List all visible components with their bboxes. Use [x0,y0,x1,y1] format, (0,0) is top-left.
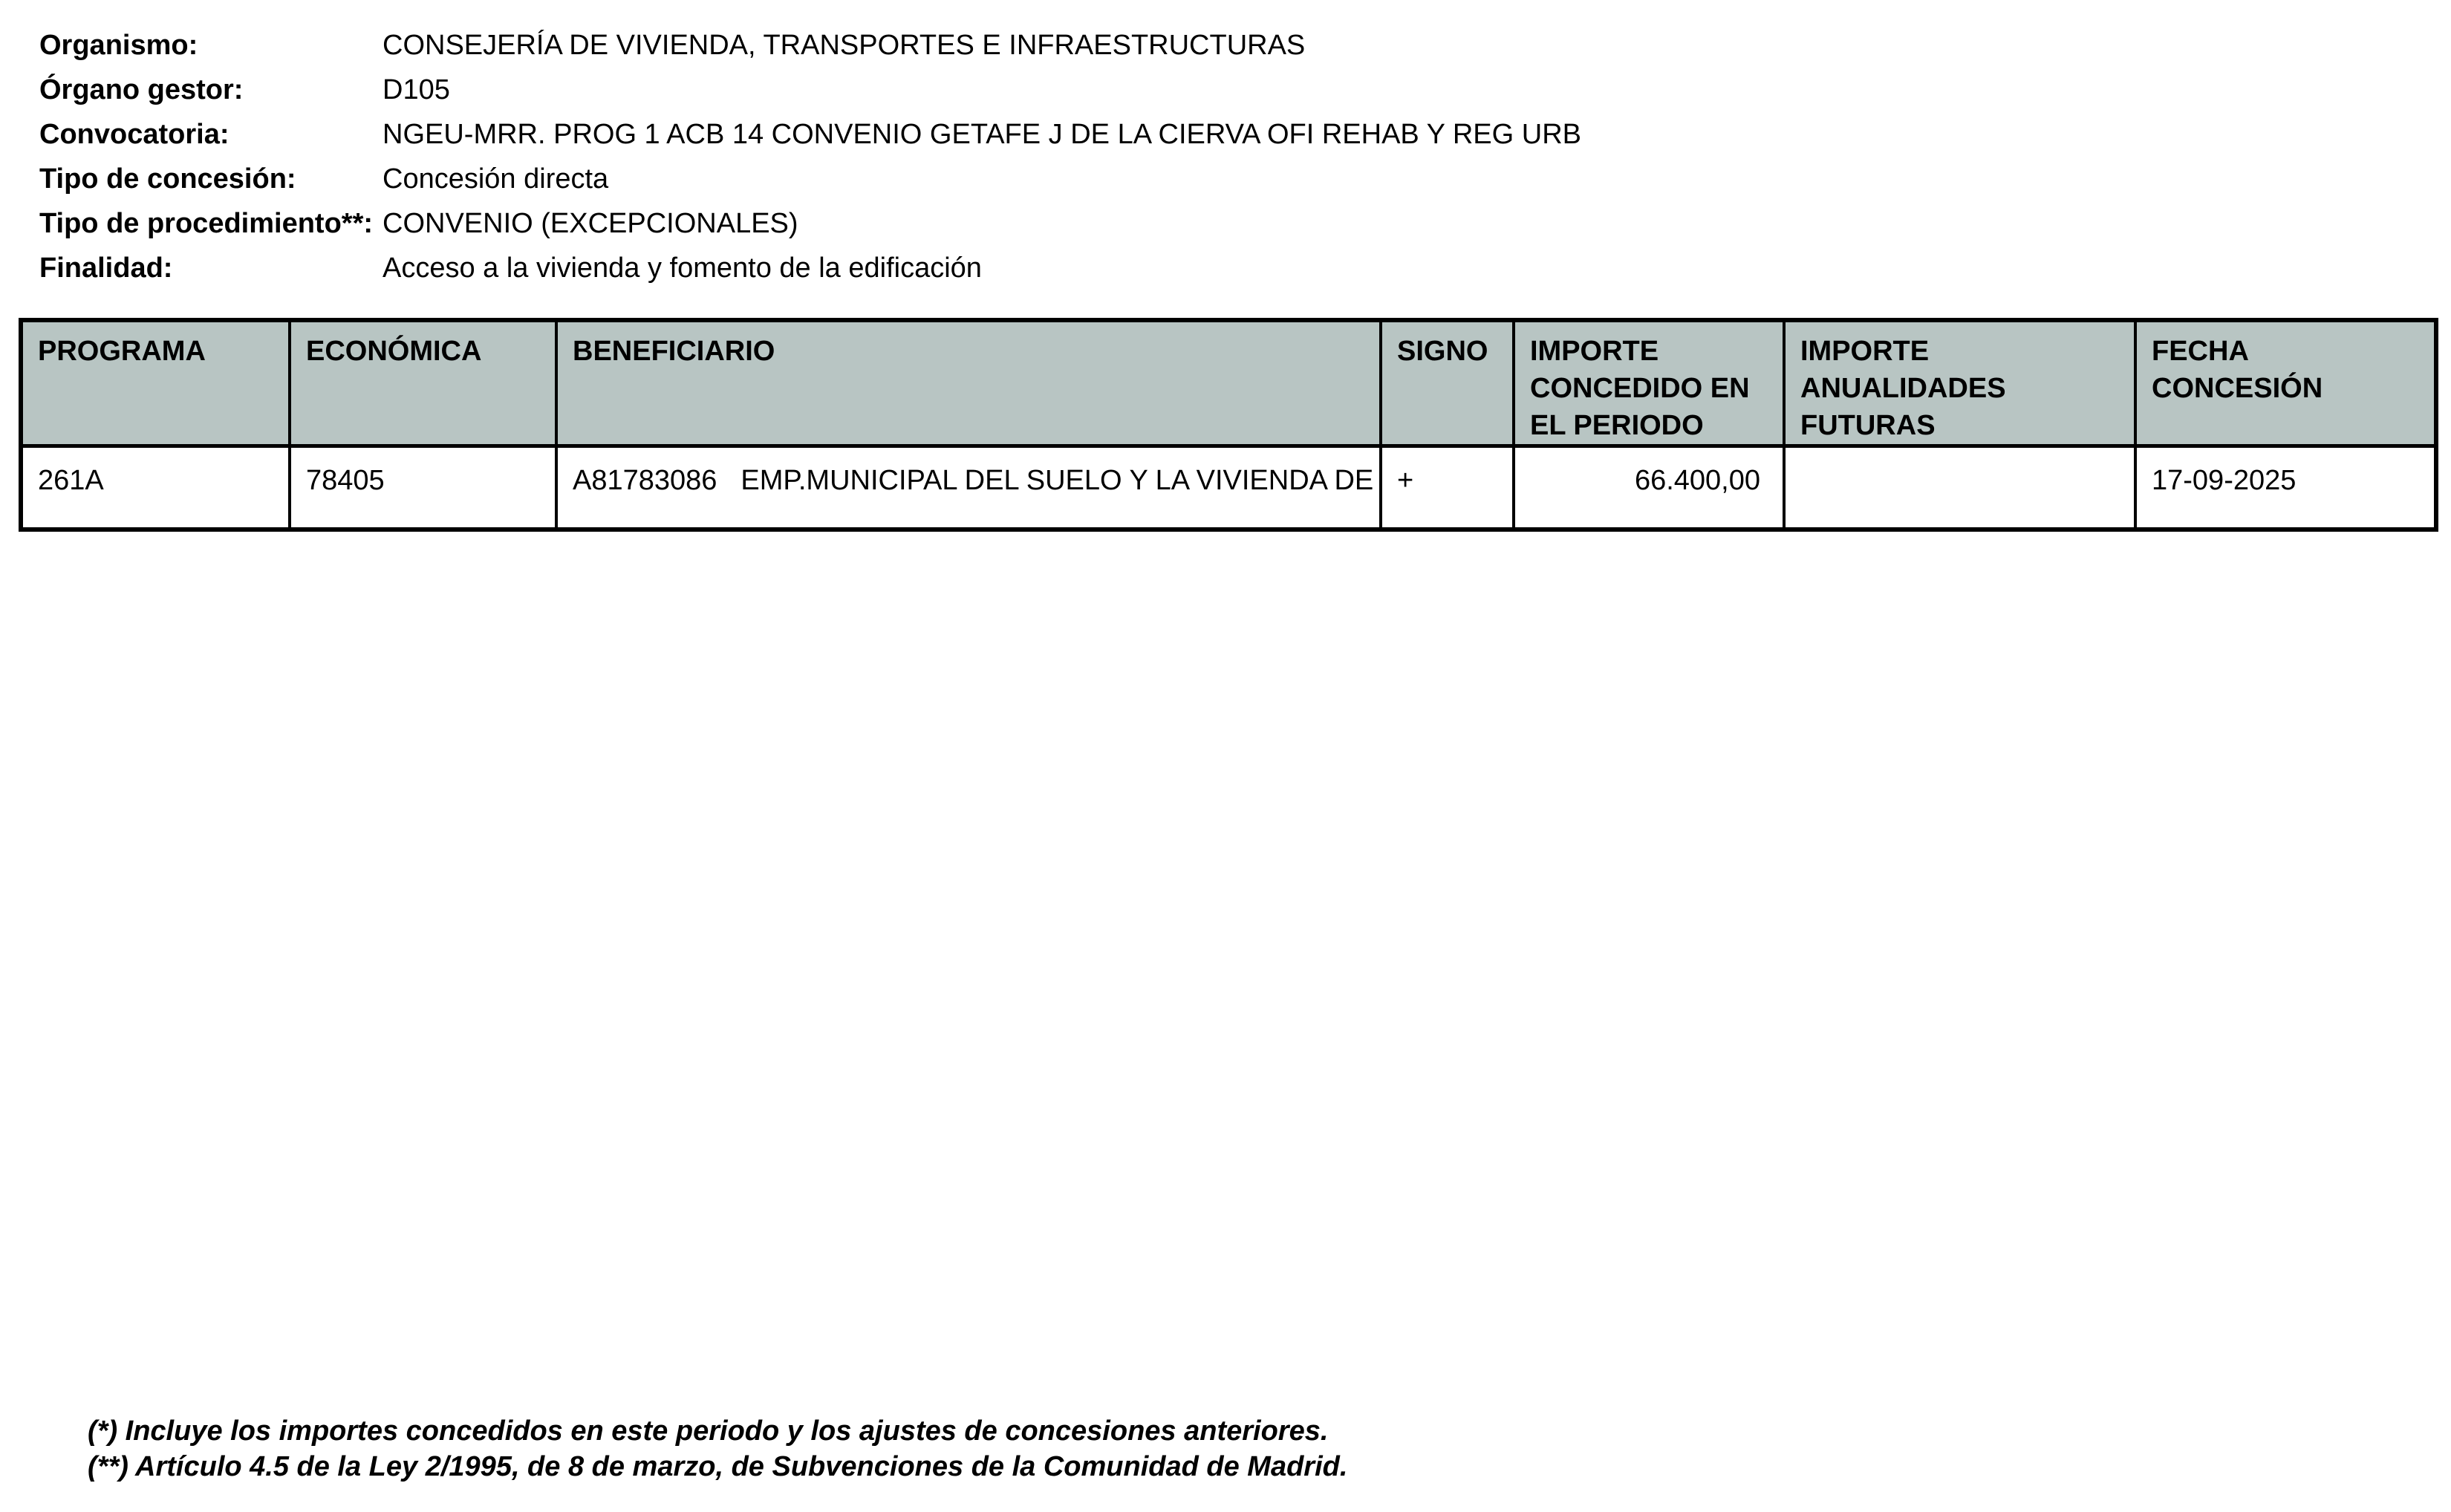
column-header-importe-concedido [1514,320,1784,446]
cell-signo: + [1381,446,1514,529]
column-header-signo [1381,320,1514,446]
info-row-convocatoria [39,112,1581,157]
beneficiario-id: A81783086 [573,465,717,496]
info-row-organismo [39,23,1581,68]
tipo-concesion-label: Tipo de concesión: [39,163,296,195]
convocatoria-value: NGEU-MRR. PROG 1 ACB 14 CONVENIO GETAFE J DE LA CIERVA OFI REHAB Y REG URB [383,119,1581,150]
column-header-beneficiario-label: BENEFICIARIO [573,336,775,367]
cell-beneficiario [556,446,1381,529]
tipo-procedimiento-value: CONVENIO (EXCEPCIONALES) [383,208,798,239]
beneficiario-nombre: EMP.MUNICIPAL DEL SUELO Y LA VIVIENDA DE [740,465,1374,496]
cell-economica: 78405 [290,446,556,529]
tipo-procedimiento-label: Tipo de procedimiento**: [39,208,374,239]
cell-programa: 261A [21,446,290,529]
column-header-fecha-concesion-label: FECHA CONCESIÓN [2152,336,2323,404]
column-header-importe-anualidades [1784,320,2135,446]
column-header-importe-anualidades-label: IMPORTE ANUALIDADES FUTURAS [1800,336,2006,441]
finalidad-value: Acceso a la vivienda y fomento de la edificación [383,252,982,284]
column-header-programa [21,320,290,446]
table-row [21,446,2436,529]
column-header-economica-label: ECONÓMICA [306,336,482,367]
column-header-fecha-concesion [2135,320,2436,446]
cell-importe-anualidades [1784,446,2135,529]
info-row-tipo-procedimiento [39,201,1581,246]
column-header-signo-label: SIGNO [1397,336,1488,367]
organismo-value: CONSEJERÍA DE VIVIENDA, TRANSPORTES E INFRAESTRUCTURAS [383,30,1306,61]
footnotes [88,1413,1347,1485]
footnote-asterisk: (*) Incluye los importes concedidos en este periodo y los ajustes de concesiones anteriores. [88,1415,1329,1447]
footnote-double-asterisk: (**) Artículo 4.5 de la Ley 2/1995, de 8 de marzo, de Subvenciones de la Comunidad de Madrid. [88,1451,1348,1482]
tipo-concesion-value: Concesión directa [383,163,609,195]
grants-table [19,318,2438,532]
finalidad-label: Finalidad: [39,252,173,284]
grant-info-block [39,23,1581,290]
table-header-row [21,320,2436,446]
info-row-finalidad [39,246,1581,290]
cell-importe-concedido: 66.400,00 [1514,446,1784,529]
column-header-programa-label: PROGRAMA [38,336,206,367]
organo-gestor-value: D105 [383,74,450,105]
convocatoria-label: Convocatoria: [39,119,230,150]
info-row-tipo-concesion [39,157,1581,201]
column-header-economica [290,320,556,446]
organo-gestor-label: Órgano gestor: [39,74,244,105]
column-header-beneficiario [556,320,1381,446]
info-row-organo-gestor [39,68,1581,112]
cell-fecha-concesion: 17-09-2025 [2135,446,2436,529]
organismo-label: Organismo: [39,30,198,61]
column-header-importe-concedido-label: IMPORTE CONCEDIDO EN EL PERIODO [1530,336,1750,441]
